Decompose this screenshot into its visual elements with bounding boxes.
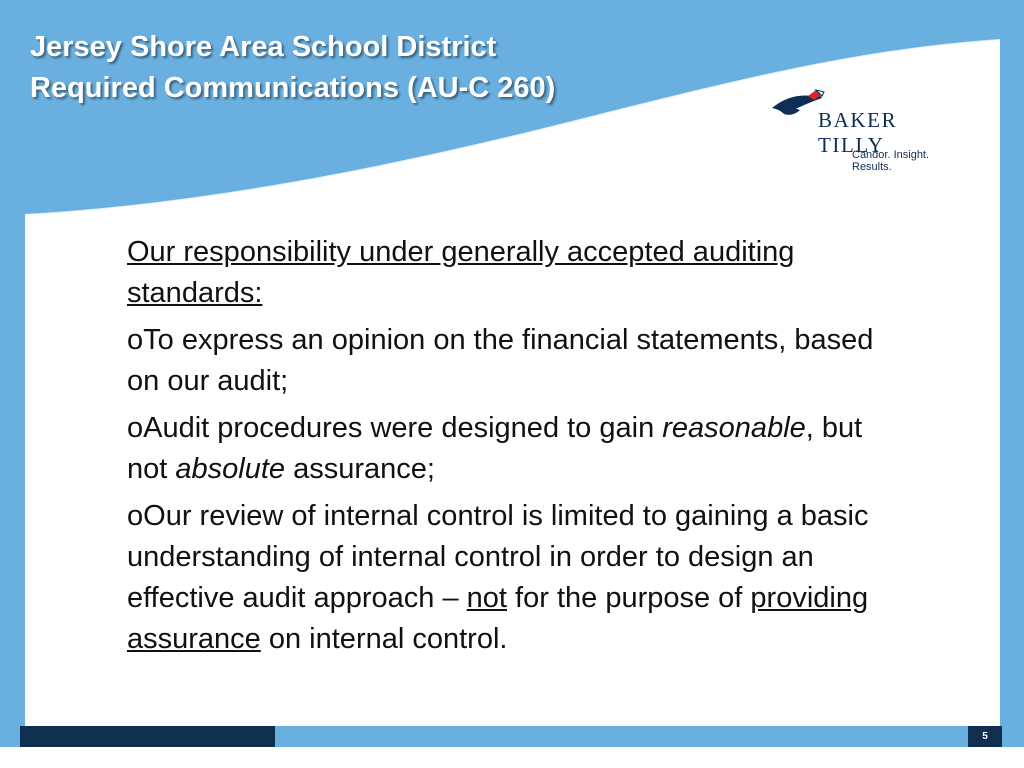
title-line-1: Jersey Shore Area School District	[30, 31, 497, 63]
footer-light-bar	[275, 726, 968, 747]
bullet-2-text: Audit procedures were designed to gain	[143, 412, 663, 444]
body-heading: Our responsibility under generally accepted auditing standards:	[127, 236, 795, 309]
bullet-2-text: assurance;	[285, 453, 435, 485]
bullet-3	[127, 496, 907, 660]
bullet-2-text: , but not	[127, 412, 863, 485]
bullet-3-text: for the purpose of	[506, 582, 751, 614]
bullet-marker: o	[127, 500, 144, 532]
page-number: 5	[968, 726, 1002, 747]
footer-dark-bar	[20, 726, 275, 747]
bullet-1-text: To express an opinion on the financial statements, based on our audit;	[127, 324, 874, 397]
slide-title	[30, 27, 555, 109]
bullet-2	[127, 408, 907, 490]
logo-wordmark: BAKER TILLY	[818, 108, 898, 157]
footer-bottom-strip	[0, 747, 1024, 768]
logo-tagline: Candor. Insight. Results.	[852, 149, 930, 173]
bullet-3-underline-not: not	[466, 582, 507, 614]
bullet-1	[127, 320, 907, 402]
bullet-3-text: on internal control.	[260, 623, 508, 655]
slide-body	[127, 232, 907, 666]
bullet-2-emphasis-absolute: absolute	[175, 453, 286, 485]
left-border	[0, 215, 25, 768]
bullet-3-underline-providing-assurance: providing assurance	[127, 582, 869, 655]
title-line-2: Required Communications (AU-C 260)	[30, 72, 556, 104]
bullet-marker: o	[127, 324, 144, 356]
baker-tilly-logo	[770, 86, 970, 173]
bullet-2-emphasis-reasonable: reasonable	[662, 412, 806, 444]
bullet-marker: o	[127, 412, 144, 444]
bullet-3-text: Our review of internal control is limited to gaining a basic understanding of internal control in order to design an effective audit approach –	[127, 500, 869, 614]
right-border	[1000, 15, 1024, 768]
